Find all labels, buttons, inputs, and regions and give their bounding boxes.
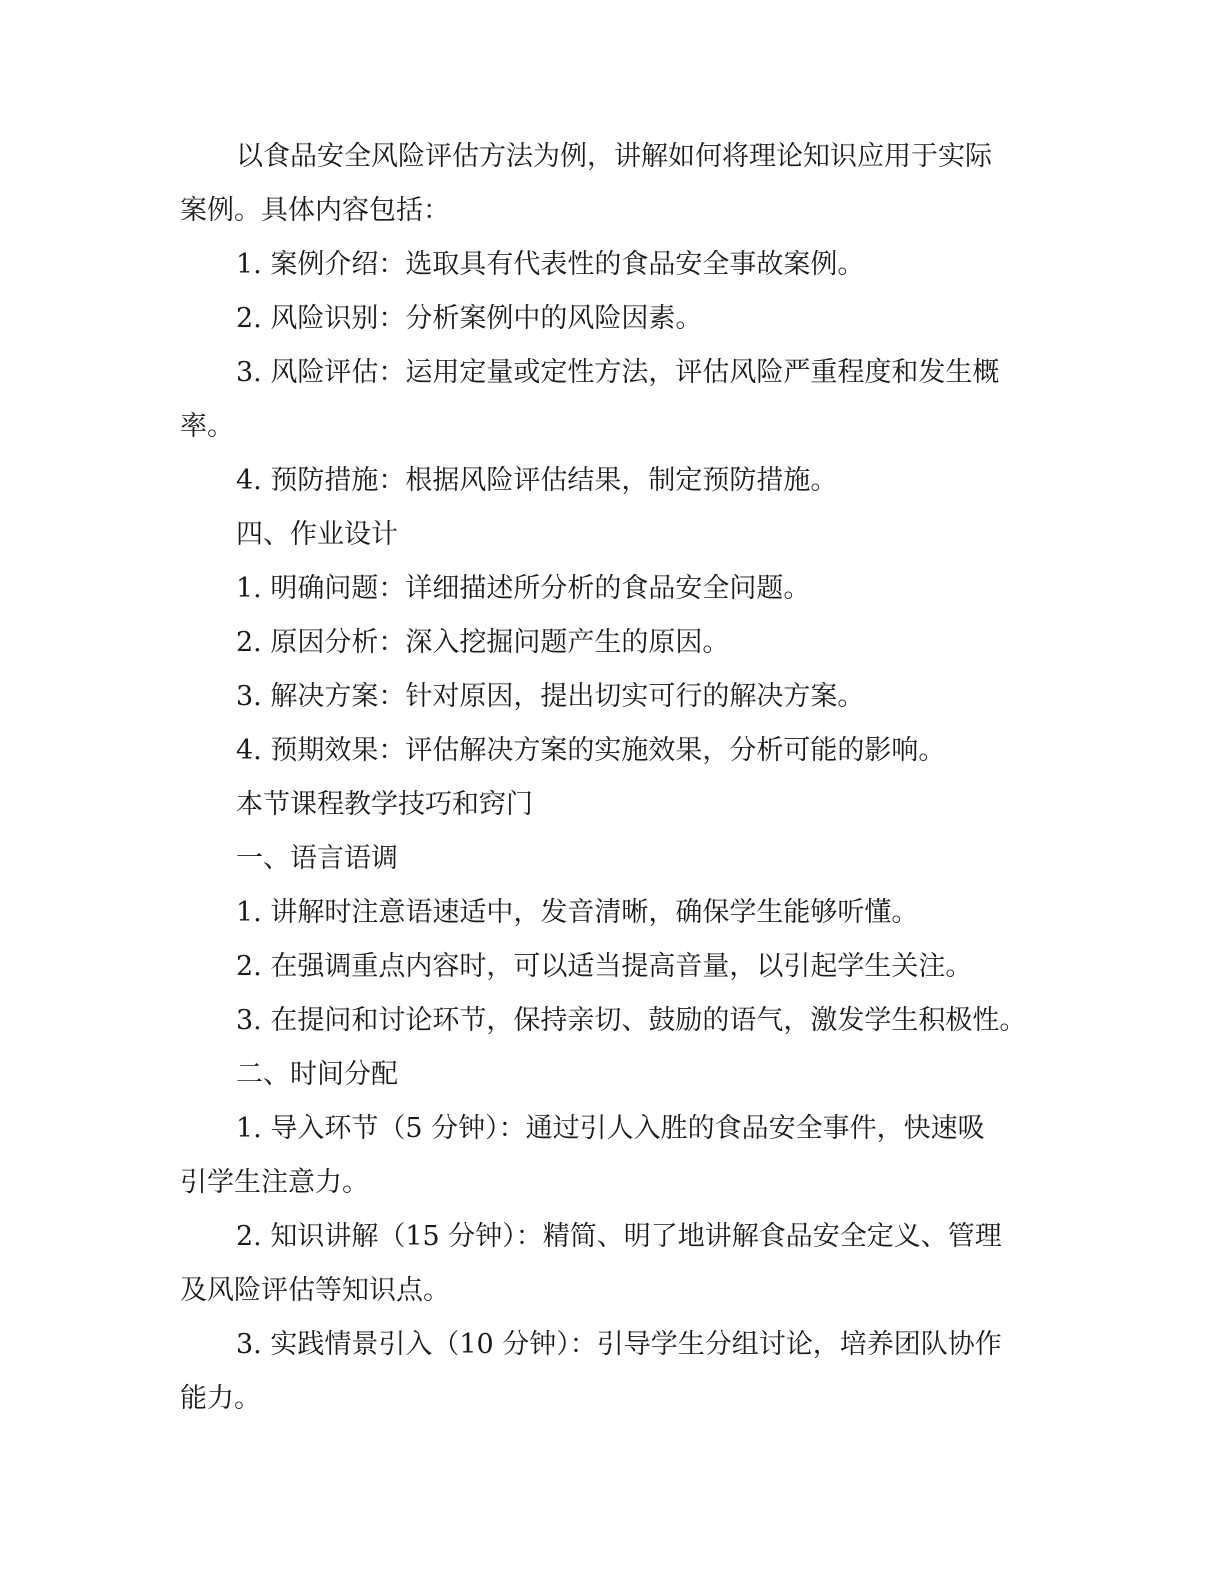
paragraph-line: 及风险评估等知识点。 [180, 1275, 450, 1306]
list-item-case-intro [180, 238, 1060, 292]
paragraph-intro [180, 130, 1060, 238]
paragraph-line: 3. 风险评估：运用定量或定性方法，评估风险严重程度和发生概 [236, 357, 1000, 388]
list-item-introduction-phase [180, 1102, 1060, 1210]
document-body [180, 130, 1060, 1426]
paragraph-line: 4. 预防措施：根据风险评估结果，制定预防措施。 [236, 465, 838, 496]
paragraph-line: 1. 案例介绍：选取具有代表性的食品安全事故案例。 [236, 249, 865, 280]
paragraph-line: 2. 风险识别：分析案例中的风险因素。 [236, 303, 703, 334]
paragraph-line: 1. 明确问题：详细描述所分析的食品安全问题。 [236, 573, 811, 604]
paragraph-line: 以食品安全风险评估方法为例，讲解如何将理论知识应用于实际 [236, 141, 992, 172]
list-item-solution [180, 670, 1060, 724]
paragraph-line: 二、时间分配 [236, 1059, 398, 1090]
paragraph-line: 一、语言语调 [236, 843, 398, 874]
paragraph-line: 2. 在强调重点内容时，可以适当提高音量，以引起学生关注。 [236, 951, 973, 982]
list-item-practice-phase [180, 1318, 1060, 1426]
paragraph-line: 率。 [180, 411, 234, 442]
list-item-risk-assessment [180, 346, 1060, 454]
section-heading-time-allocation [180, 1048, 1060, 1102]
list-item-knowledge-phase [180, 1210, 1060, 1318]
paragraph-line: 3. 在提问和讨论环节，保持亲切、鼓励的语气，激发学生积极性。 [236, 1005, 1027, 1036]
paragraph-line: 2. 原因分析：深入挖掘问题产生的原因。 [236, 627, 730, 658]
section-heading-language [180, 832, 1060, 886]
paragraph-line: 引学生注意力。 [180, 1167, 369, 1198]
paragraph-line: 1. 导入环节（5 分钟）：通过引人入胜的食品安全事件，快速吸 [236, 1113, 985, 1144]
paragraph-line: 能力。 [180, 1383, 261, 1414]
paragraph-line: 本节课程教学技巧和窍门 [236, 789, 533, 820]
list-item-risk-identification [180, 292, 1060, 346]
list-item-discussion-tone [180, 994, 1060, 1048]
paragraph-line: 四、作业设计 [236, 519, 398, 550]
paragraph-line: 案例。具体内容包括： [180, 195, 450, 226]
list-item-prevention [180, 454, 1060, 508]
list-item-cause-analysis [180, 616, 1060, 670]
section-heading-homework [180, 508, 1060, 562]
paragraph-line: 1. 讲解时注意语速适中，发音清晰，确保学生能够听懂。 [236, 897, 919, 928]
list-item-expected-effect [180, 724, 1060, 778]
list-item-emphasis [180, 940, 1060, 994]
section-heading-teaching-tips [180, 778, 1060, 832]
list-item-speech-pace [180, 886, 1060, 940]
paragraph-line: 4. 预期效果：评估解决方案的实施效果，分析可能的影响。 [236, 735, 946, 766]
paragraph-line: 3. 解决方案：针对原因，提出切实可行的解决方案。 [236, 681, 865, 712]
list-item-define-problem [180, 562, 1060, 616]
paragraph-line: 3. 实践情景引入（10 分钟）：引导学生分组讨论，培养团队协作 [236, 1329, 1002, 1360]
paragraph-line: 2. 知识讲解（15 分钟）：精简、明了地讲解食品安全定义、管理 [236, 1221, 1002, 1252]
